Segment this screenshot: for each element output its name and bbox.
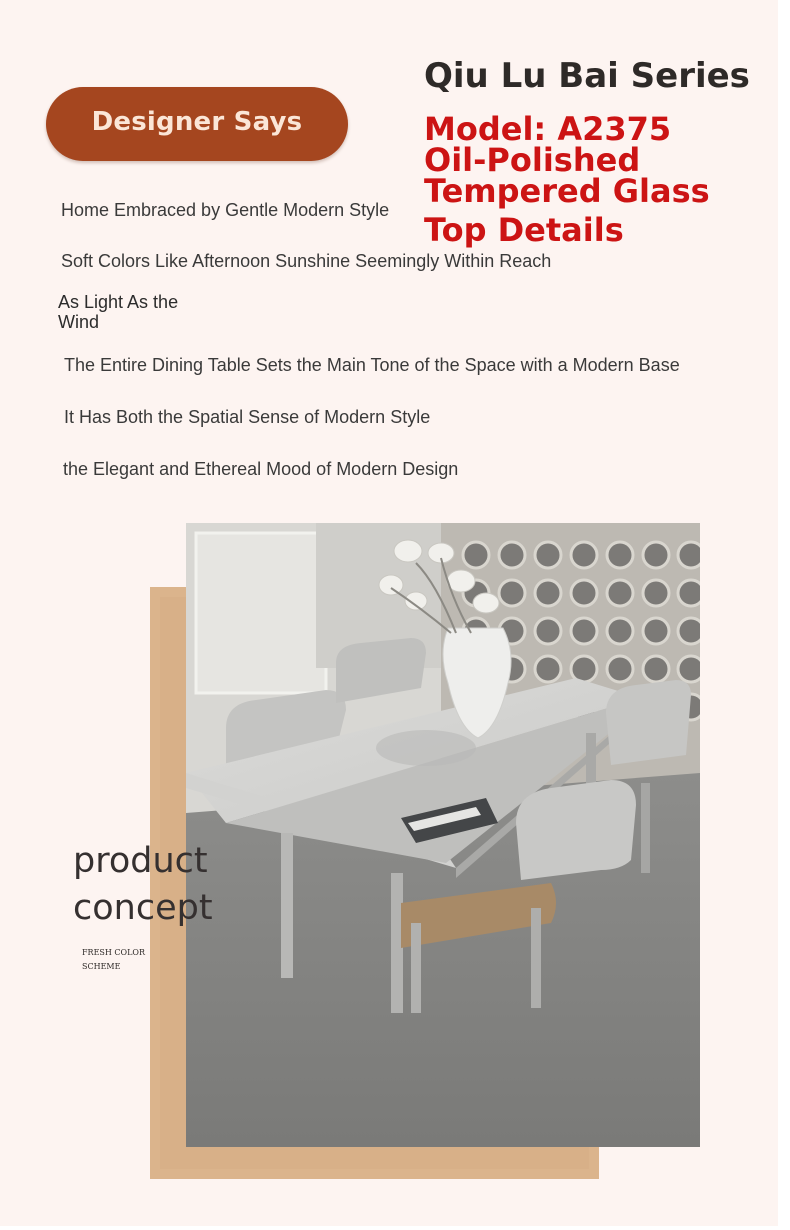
concept-line-1: product [73, 841, 208, 881]
model-line-3: Tempered Glass [424, 172, 710, 210]
dining-table-photo [186, 523, 700, 1147]
model-line-2: Oil-Polished [424, 141, 641, 179]
copy-line-5: It Has Both the Spatial Sense of Modern Style [64, 407, 431, 427]
dining-table-illustration [186, 523, 700, 1147]
copy-line-3b: Wind [58, 312, 100, 332]
series-title: Qiu Lu Bai Series [424, 56, 750, 96]
model-heading [424, 110, 710, 249]
copy-line-2: Soft Colors Like Afternoon Sunshine Seemingly Within Reach [61, 251, 552, 271]
fresh-color-scheme [82, 946, 152, 974]
concept-line-2: concept [73, 888, 213, 928]
product-concept-title [73, 838, 213, 932]
copy-line-1: Home Embraced by Gentle Modern Style [61, 200, 390, 220]
designer-says-label: Designer Says [91, 107, 303, 137]
copy-line-4: The Entire Dining Table Sets the Main Tone of the Space with a Modern Base [64, 355, 680, 375]
copy-line-6: the Elegant and Ethereal Mood of Modern Design [63, 459, 459, 479]
fresh-line-1: FRESH COLOR [82, 948, 145, 957]
copy-line-3a: As Light As the [58, 292, 179, 312]
designer-says-badge [46, 87, 348, 161]
fresh-line-2: SCHEME [82, 962, 121, 971]
model-line-4: Top Details [424, 211, 624, 249]
model-line-1: Model: A2375 [424, 110, 672, 148]
copy-light-as-wind [58, 292, 188, 332]
